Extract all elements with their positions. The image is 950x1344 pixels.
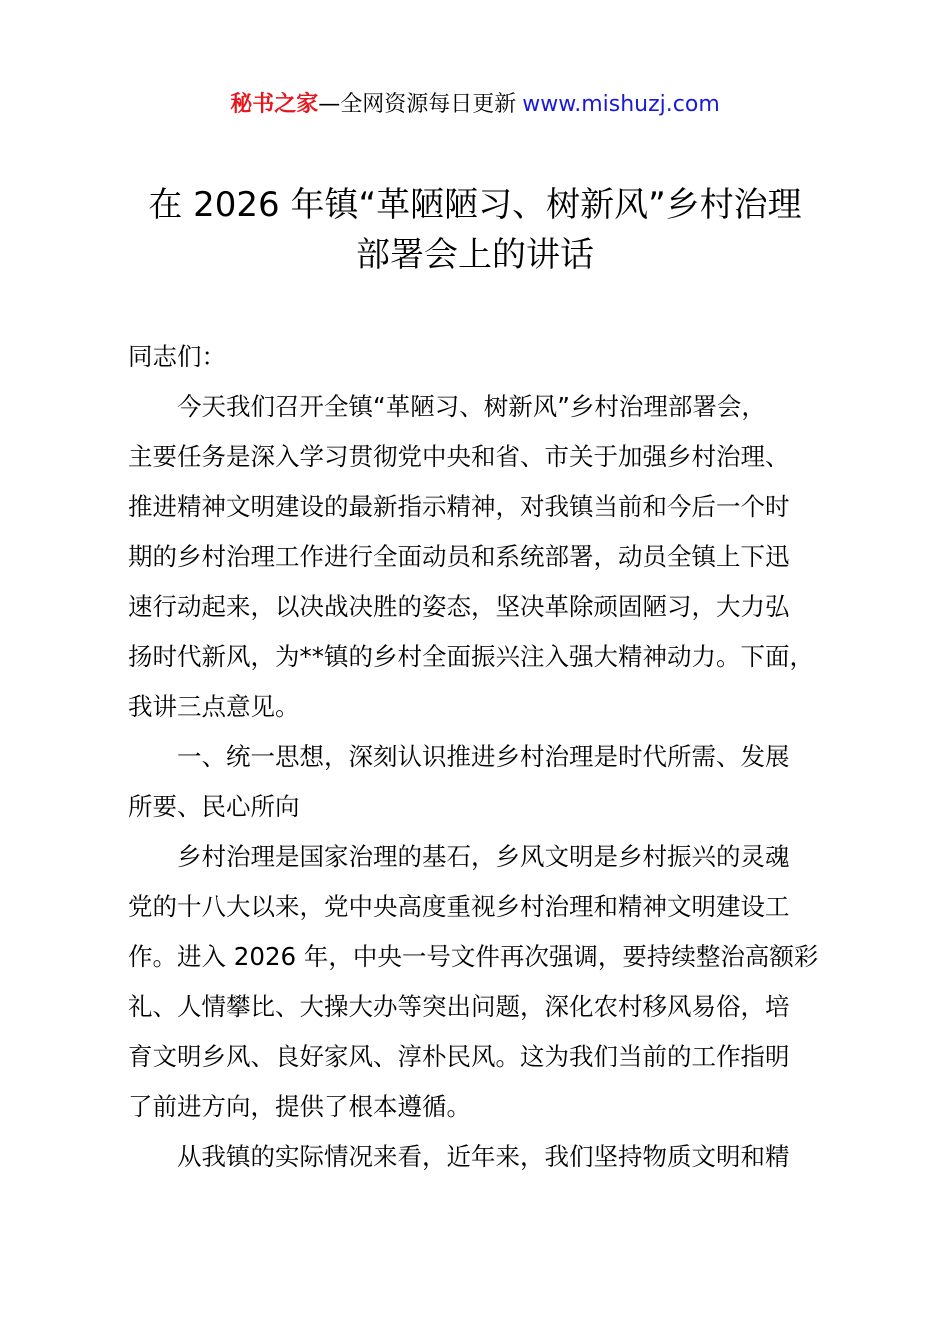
title-line-2: 部署会上的讲话 [356,235,594,275]
paragraph-line: 了前进方向，提供了根本遵循。 [128,1092,471,1121]
site-link[interactable]: www.mishuzj.com [522,92,720,117]
document-body [128,332,848,1182]
paragraph-line: 作。进入 2026 年，中央一号文件再次强调，要持续整治高额彩 [128,942,819,971]
paragraph-line: 礼、人情攀比、大操大办等突出问题，深化农村移风易俗，培 [128,992,790,1021]
site-header [0,88,950,122]
paragraph-line: 扬时代新风，为**镇的乡村全面振兴注入强大精神动力。下面， [128,642,814,671]
paragraph-line: 乡村治理是国家治理的基石，乡风文明是乡村振兴的灵魂 [177,842,790,871]
paragraph-line: 育文明乡风、良好家风、淳朴民风。这为我们当前的工作指明 [128,1042,790,1071]
paragraph-line: 期的乡村治理工作进行全面动员和系统部署，动员全镇上下迅 [128,542,790,571]
document-title [0,180,950,280]
paragraph-line: 推进精神文明建设的最新指示精神，对我镇当前和今后一个时 [128,492,790,521]
paragraph-line: 主要任务是深入学习贯彻党中央和省、市关于加强乡村治理、 [128,442,790,471]
section-heading-line: 一、统一思想，深刻认识推进乡村治理是时代所需、发展 [177,742,790,771]
paragraph-line: 从我镇的实际情况来看，近年来，我们坚持物质文明和精 [177,1142,790,1171]
paragraph-line: 今天我们召开全镇“革陋习、树新风”乡村治理部署会， [177,392,766,421]
salutation: 同志们： [128,342,226,371]
header-tagline: —全网资源每日更新 [318,92,517,117]
title-line-1: 在 2026 年镇“革陋陋习、树新风”乡村治理 [148,185,802,225]
section-heading-line: 所要、民心所向 [128,792,300,821]
paragraph-line: 我讲三点意见。 [128,692,300,721]
brand-name: 秘书之家 [230,92,319,117]
paragraph-line: 速行动起来，以决战决胜的姿态，坚决革除顽固陋习，大力弘 [128,592,790,621]
paragraph-line: 党的十八大以来，党中央高度重视乡村治理和精神文明建设工 [128,892,790,921]
